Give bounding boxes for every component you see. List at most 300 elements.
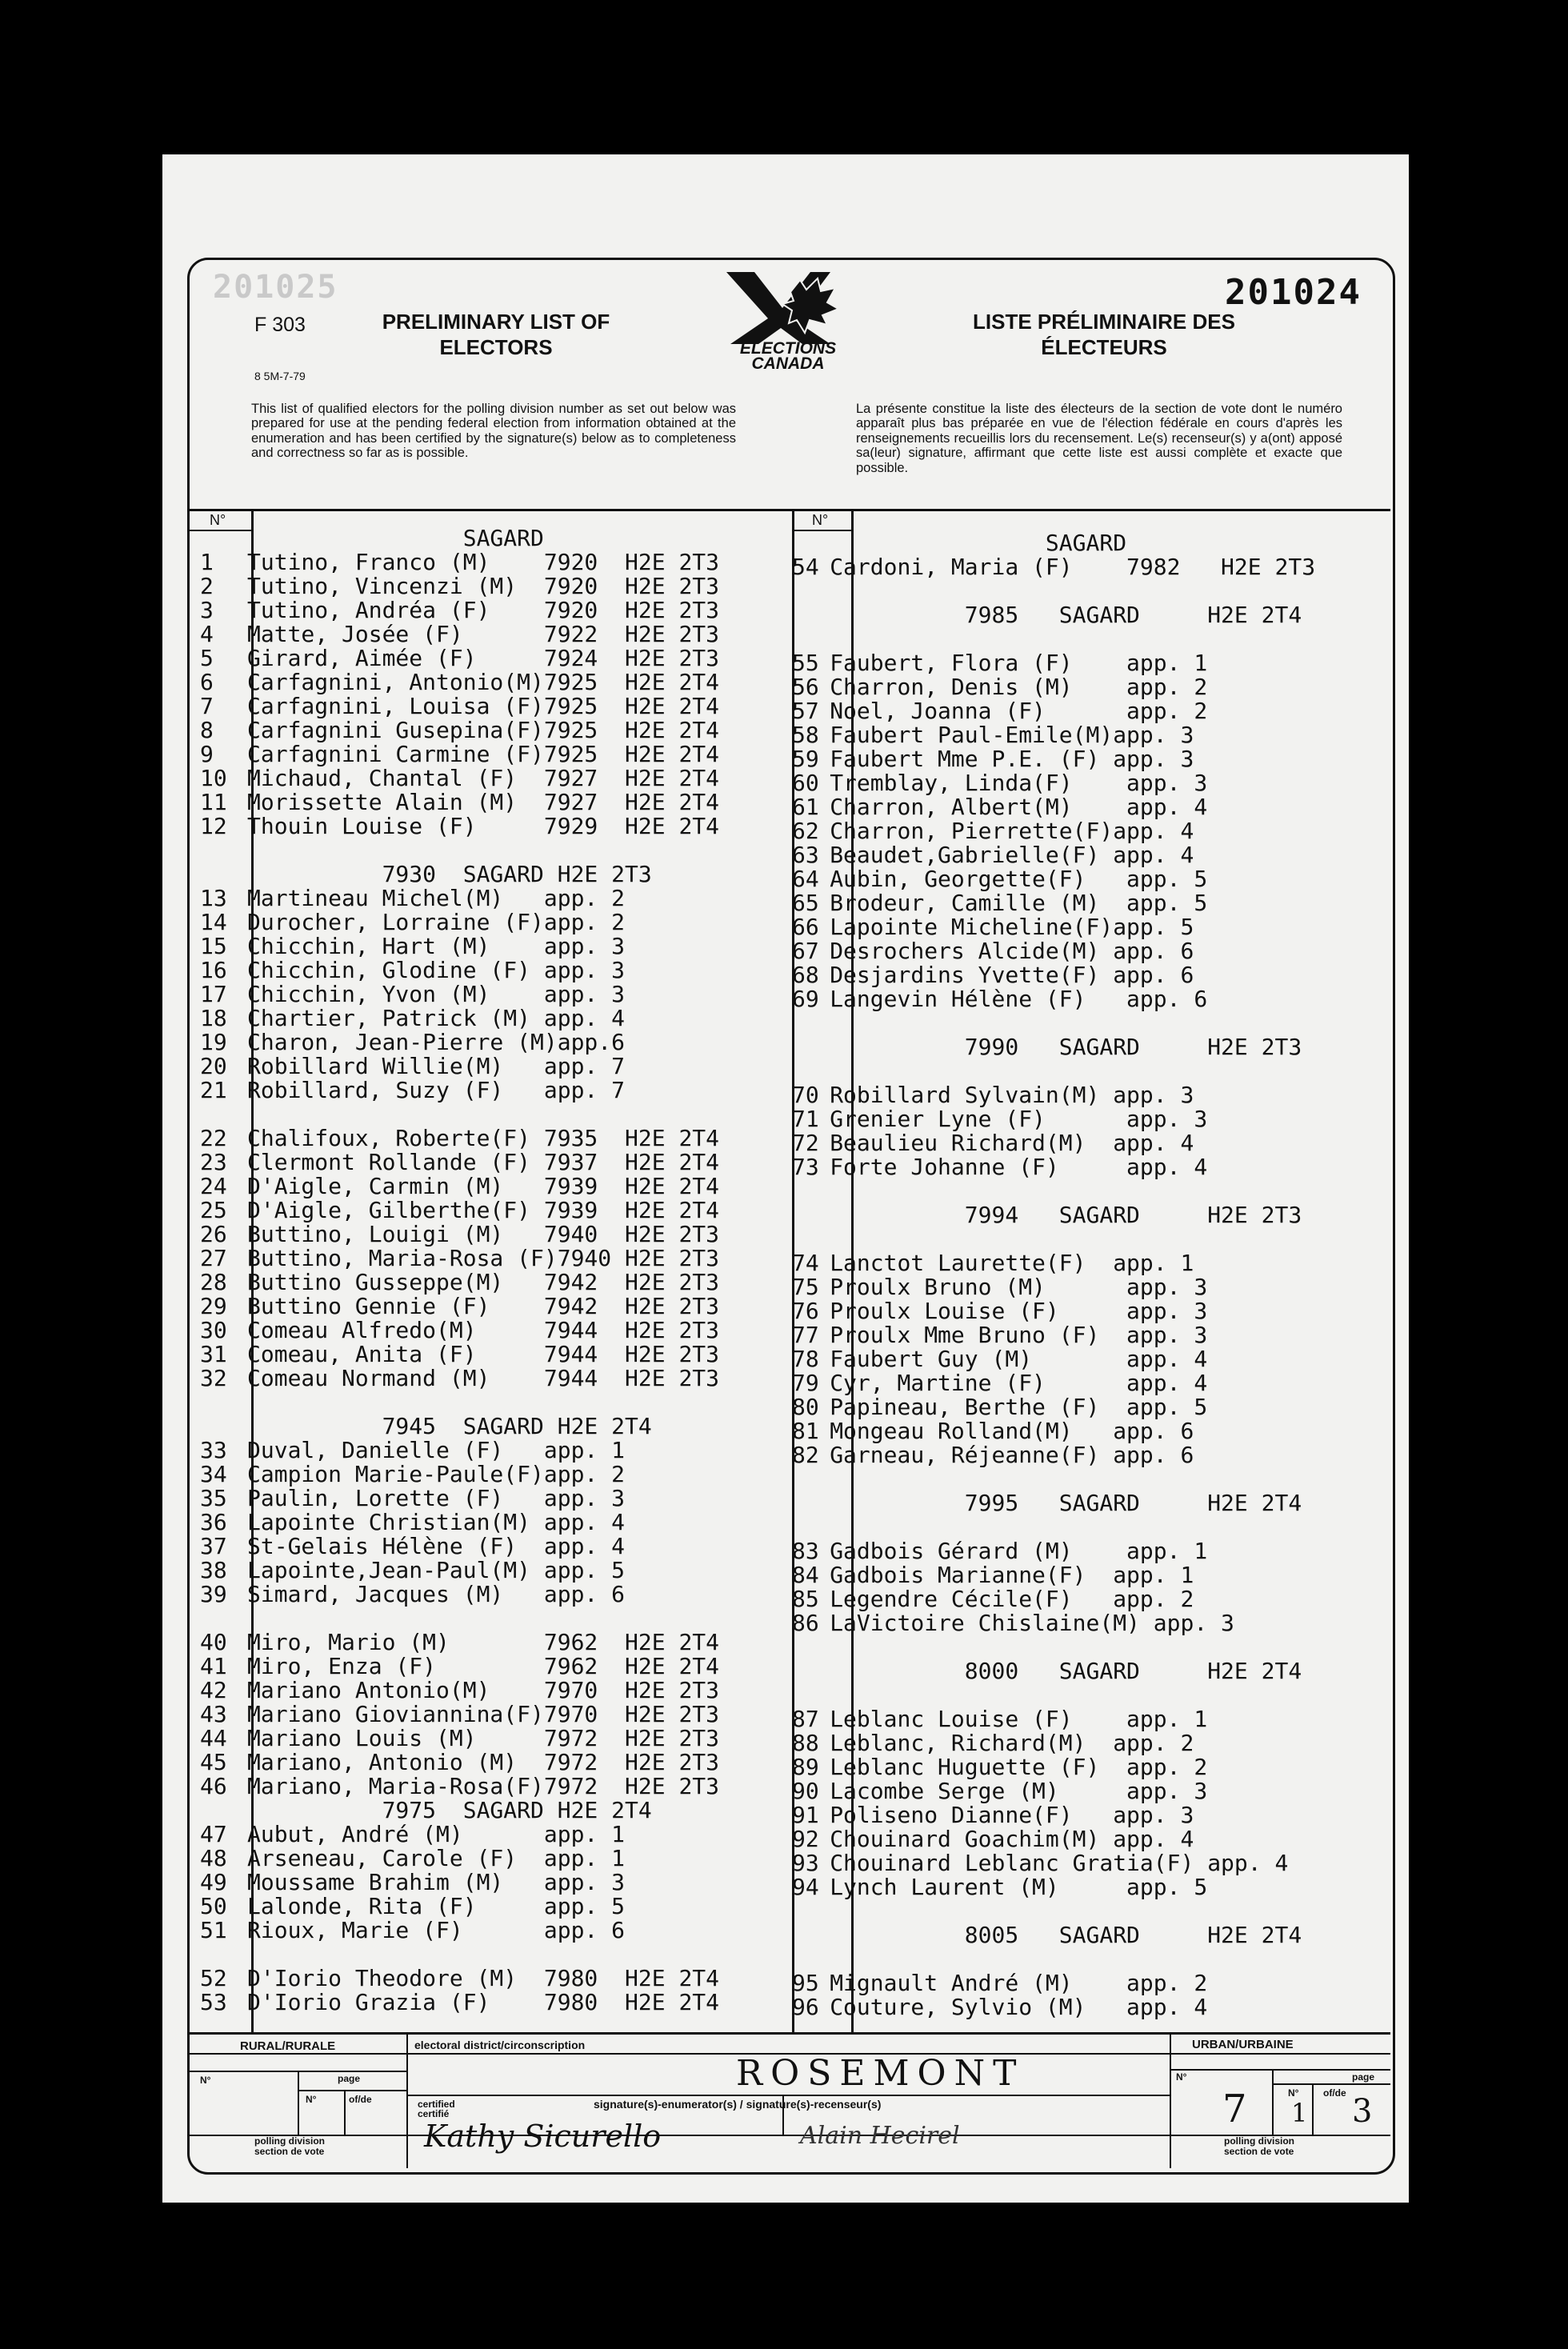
urban-page-of-label: of/de — [1323, 2087, 1346, 2099]
elector-entry: St-Gelais Hélène (F) app. 4 — [247, 1533, 626, 1559]
elector-number: 95 — [792, 1970, 819, 1996]
elector-row — [200, 814, 719, 838]
list-heading-row — [792, 1947, 1315, 1971]
poll-address-heading: 7990 SAGARD H2E 2T3 — [830, 1034, 1302, 1060]
elector-row — [792, 1299, 1315, 1323]
elector-row — [200, 1775, 719, 1799]
elector-row — [200, 1991, 719, 2015]
list-heading-row — [200, 1799, 719, 1823]
elector-entry: Robillard Sylvain(M) app. 3 — [830, 1082, 1194, 1108]
print-code: 8 5M-7-79 — [254, 370, 306, 382]
elector-row — [200, 670, 719, 694]
list-heading-row — [200, 1391, 719, 1415]
table-bottom-rule — [190, 2032, 1390, 2035]
elector-row — [792, 747, 1315, 771]
poll-address-heading: 7930 SAGARD H2E 2T3 — [247, 861, 652, 887]
elector-entry: Chartier, Patrick (M) app. 4 — [247, 1005, 626, 1031]
elector-entry: Buttino, Maria-Rosa (F)7940 H2E 2T3 — [247, 1245, 720, 1271]
elector-entry: Tremblay, Linda(F) app. 3 — [830, 770, 1208, 796]
elector-entry: Charon, Jean-Pierre (M)app.6 — [247, 1029, 626, 1055]
elector-number: 87 — [792, 1706, 819, 1732]
form-code: F 303 — [254, 314, 306, 336]
rural-page-of-label: of/de — [349, 2094, 372, 2105]
elector-entry: Clermont Rollande (F) 7937 H2E 2T4 — [247, 1149, 720, 1175]
elector-number: 82 — [792, 1442, 819, 1468]
poll-address-heading: 7995 SAGARD H2E 2T4 — [830, 1490, 1302, 1516]
elector-entry: Mongeau Rolland(M) app. 6 — [830, 1418, 1194, 1444]
elector-entry: Garneau, Réjeanne(F) app. 6 — [830, 1442, 1194, 1468]
elector-row — [792, 891, 1315, 915]
elector-row — [200, 1030, 719, 1054]
elector-row — [200, 1271, 719, 1295]
poll-address-heading: 8000 SAGARD H2E 2T4 — [830, 1658, 1302, 1684]
elector-number: 68 — [792, 962, 819, 988]
elector-entry: Tutino, Vincenzi (M) 7920 H2E 2T3 — [247, 573, 720, 599]
elector-entry: Tutino, Franco (M) 7920 H2E 2T3 — [247, 549, 720, 575]
elector-row — [792, 1803, 1315, 1827]
elector-number: 19 — [200, 1029, 227, 1055]
elector-number: 67 — [792, 938, 819, 964]
list-heading-row — [792, 1203, 1315, 1227]
elector-number: 43 — [200, 1701, 227, 1727]
elector-number: 74 — [792, 1250, 819, 1276]
elector-row — [200, 1871, 719, 1895]
elector-entry: Legendre Cécile(F) app. 2 — [830, 1586, 1194, 1612]
elector-row — [792, 1563, 1315, 1587]
elector-number: 17 — [200, 981, 227, 1007]
elector-entry: Papineau, Berthe (F) app. 5 — [830, 1394, 1208, 1420]
elector-number: 51 — [200, 1917, 227, 1943]
elector-row — [792, 1587, 1315, 1611]
elector-number: 39 — [200, 1581, 227, 1607]
elector-number: 77 — [792, 1322, 819, 1348]
certified-label: certified — [418, 2099, 455, 2110]
elector-number: 31 — [200, 1341, 227, 1367]
elector-entry: Aubin, Georgette(F) app. 5 — [830, 866, 1208, 892]
elector-row — [792, 1779, 1315, 1803]
urban-polling-division-label: polling division — [1224, 2135, 1294, 2147]
elector-number: 70 — [792, 1082, 819, 1108]
footer-urban-of-divider — [1312, 2083, 1314, 2135]
poll-address-heading: SAGARD — [830, 530, 1127, 556]
elector-row — [792, 771, 1315, 795]
elector-entry: Paulin, Lorette (F) app. 3 — [247, 1485, 626, 1511]
elector-row — [200, 1631, 719, 1655]
elector-number: 49 — [200, 1869, 227, 1895]
list-heading-row — [200, 526, 719, 550]
elector-entry: Cyr, Martine (F) app. 4 — [830, 1370, 1208, 1396]
footer-district-rule — [408, 2095, 1170, 2096]
elector-entry: LaVictoire Chislaine(M) app. 3 — [830, 1610, 1234, 1636]
elector-entry: Faubert, Flora (F) app. 1 — [830, 650, 1208, 676]
elector-number: 32 — [200, 1365, 227, 1391]
elector-number: 58 — [792, 722, 819, 748]
list-heading-row — [792, 1035, 1315, 1059]
elector-entry: Beaulieu Richard(M) app. 4 — [830, 1130, 1194, 1156]
elector-number: 78 — [792, 1346, 819, 1372]
elector-entry: Lalonde, Rita (F) app. 5 — [247, 1893, 626, 1919]
poll-address-heading: 7975 SAGARD H2E 2T4 — [247, 1797, 652, 1823]
elector-row — [200, 1319, 719, 1343]
elector-number: 72 — [792, 1130, 819, 1156]
elector-number: 8 — [200, 717, 214, 743]
elector-row — [792, 1731, 1315, 1755]
elector-number: 18 — [200, 1005, 227, 1031]
elector-number: 28 — [200, 1269, 227, 1295]
intro-fr: La présente constitue la liste des électeurs de la section de vote dont le numéro apparaît plus bas préparée en vue de l'élection fédérale en cours d'après les renseignements recueillis lors du recensement. Le(s) recenseur(s) y a(ont) apposé sa(leur) signature, affirmant que cette liste est aussi complète et exacte que possible. — [856, 402, 1342, 475]
poll-address-heading: 7985 SAGARD H2E 2T4 — [830, 602, 1302, 628]
elector-number: 80 — [792, 1394, 819, 1420]
elector-number: 75 — [792, 1274, 819, 1300]
elector-number: 53 — [200, 1989, 227, 2015]
elector-row — [200, 1078, 719, 1102]
elector-entry: Chicchin, Hart (M) app. 3 — [247, 933, 626, 959]
elector-entry: Campion Marie-Paule(F)app. 2 — [247, 1461, 626, 1487]
list-heading-row — [792, 1515, 1315, 1539]
rural-page-no-label: N° — [306, 2094, 317, 2105]
elector-entry: Durocher, Lorraine (F)app. 2 — [247, 909, 626, 935]
urban-page-total: 3 — [1352, 2093, 1373, 2130]
elector-number: 60 — [792, 770, 819, 796]
rural-section-de-vote-label: section de vote — [254, 2146, 325, 2157]
elector-number: 47 — [200, 1821, 227, 1847]
list-heading-row — [200, 1102, 719, 1126]
elector-row — [200, 790, 719, 814]
elector-entry: Duval, Danielle (F) app. 1 — [247, 1437, 626, 1463]
rural-label: RURAL/RURALE — [240, 2039, 336, 2053]
elector-row — [792, 1371, 1315, 1395]
elector-entry: Lanctot Laurette(F) app. 1 — [830, 1250, 1194, 1276]
footer-urban-rule — [1170, 2069, 1390, 2071]
elector-row — [200, 1054, 719, 1078]
footer-rule-2 — [190, 2135, 1390, 2136]
elector-number: 94 — [792, 1874, 819, 1900]
elector-number: 21 — [200, 1077, 227, 1103]
elector-row — [200, 574, 719, 598]
elector-row — [200, 1343, 719, 1367]
elector-row — [792, 1347, 1315, 1371]
elector-row — [792, 915, 1315, 939]
elector-number: 23 — [200, 1149, 227, 1175]
urban-label: URBAN/URBAINE — [1192, 2038, 1294, 2051]
elector-number: 13 — [200, 885, 227, 911]
list-heading-row — [792, 1227, 1315, 1251]
elector-row — [200, 1247, 719, 1271]
elector-row — [200, 1439, 719, 1463]
elector-number: 26 — [200, 1221, 227, 1247]
elector-number: 52 — [200, 1965, 227, 1991]
elector-number: 11 — [200, 789, 227, 815]
elector-entry: Mariano, Maria-Rosa(F)7972 H2E 2T3 — [247, 1773, 720, 1799]
elector-row — [792, 795, 1315, 819]
elector-entry: Proulx Mme Bruno (F) app. 3 — [830, 1322, 1208, 1348]
elector-number: 33 — [200, 1437, 227, 1463]
elector-row — [200, 1583, 719, 1607]
elector-number: 81 — [792, 1418, 819, 1444]
elector-row — [792, 939, 1315, 963]
list-heading-row — [200, 862, 719, 886]
list-heading-row — [200, 1415, 719, 1439]
elector-number: 69 — [792, 986, 819, 1012]
elector-entry: D'Iorio Grazia (F) 7980 H2E 2T4 — [247, 1989, 720, 2015]
elector-row — [200, 958, 719, 982]
elector-row — [792, 1971, 1315, 1995]
elector-entry: Proulx Louise (F) app. 3 — [830, 1298, 1208, 1324]
elector-number: 34 — [200, 1461, 227, 1487]
elector-number: 20 — [200, 1053, 227, 1079]
elector-number: 55 — [792, 650, 819, 676]
elector-entry: Mariano Gioviannina(F)7970 H2E 2T3 — [247, 1701, 720, 1727]
serial-number-ghost: 201025 — [213, 269, 338, 306]
elector-row — [792, 675, 1315, 699]
title-fr — [928, 309, 1280, 360]
elector-row — [792, 555, 1315, 579]
elector-number: 9 — [200, 741, 214, 767]
elector-entry: Lacombe Serge (M) app. 3 — [830, 1778, 1208, 1804]
footer-rural-page-rule — [298, 2090, 407, 2091]
elector-number: 40 — [200, 1629, 227, 1655]
elector-number: 92 — [792, 1826, 819, 1852]
elector-number: 71 — [792, 1106, 819, 1132]
footer-left-divider — [406, 2032, 408, 2168]
elector-entry: Comeau, Anita (F) 7944 H2E 2T3 — [247, 1341, 720, 1367]
elector-row — [792, 1107, 1315, 1131]
elector-row — [200, 910, 719, 934]
elector-number: 66 — [792, 914, 819, 940]
elector-entry: D'Aigle, Gilberthe(F) 7939 H2E 2T4 — [247, 1197, 720, 1223]
elector-entry: Lapointe,Jean-Paul(M) app. 5 — [247, 1557, 626, 1583]
elector-entry: Buttino Gennie (F) 7942 H2E 2T3 — [247, 1293, 720, 1319]
elector-entry: Rioux, Marie (F) app. 6 — [247, 1917, 626, 1943]
elector-entry: Matte, Josée (F) 7922 H2E 2T3 — [247, 621, 720, 647]
list-heading-row — [792, 1899, 1315, 1923]
title-fr-line-2: ÉLECTEURS — [1041, 335, 1167, 359]
footer-urban-page-rule — [1272, 2083, 1390, 2085]
elector-entry: Chouinard Leblanc Gratia(F) app. 4 — [830, 1850, 1289, 1876]
elector-number: 6 — [200, 669, 214, 695]
elector-number: 48 — [200, 1845, 227, 1871]
elector-row — [200, 1150, 719, 1174]
elector-number: 44 — [200, 1725, 227, 1751]
elector-number: 83 — [792, 1538, 819, 1564]
elector-entry: Gadbois Marianne(F) app. 1 — [830, 1562, 1194, 1588]
footer-urban-page-divider — [1272, 2069, 1274, 2135]
elector-entry: Simard, Jacques (M) app. 6 — [247, 1581, 626, 1607]
list-heading-row — [200, 838, 719, 862]
elector-number: 3 — [200, 597, 214, 623]
elector-row — [792, 1995, 1315, 2019]
elector-row — [200, 1006, 719, 1030]
urban-no-label: N° — [1176, 2071, 1187, 2083]
poll-address-heading: 7945 SAGARD H2E 2T4 — [247, 1413, 652, 1439]
elector-row — [792, 1131, 1315, 1155]
list-heading-row — [792, 603, 1315, 627]
elector-entry: Chouinard Goachim(M) app. 4 — [830, 1826, 1194, 1852]
elector-entry: Moussame Brahim (M) app. 3 — [247, 1869, 626, 1895]
elector-number: 65 — [792, 890, 819, 916]
elector-row — [200, 1895, 719, 1919]
elector-row — [792, 1155, 1315, 1179]
elector-entry: Desrochers Alcide(M) app. 6 — [830, 938, 1194, 964]
elector-row — [200, 1295, 719, 1319]
elector-entry: Carfagnini, Antonio(M)7925 H2E 2T4 — [247, 669, 720, 695]
elector-number: 35 — [200, 1485, 227, 1511]
list-heading-row — [792, 1923, 1315, 1947]
elector-entry: Aubut, André (M) app. 1 — [247, 1821, 626, 1847]
elector-number: 7 — [200, 693, 214, 719]
elector-entry: Faubert Paul-Emile(M)app. 3 — [830, 722, 1194, 748]
elector-row — [792, 1251, 1315, 1275]
logo-line-2: CANADA — [751, 354, 825, 373]
elector-number: 90 — [792, 1778, 819, 1804]
elector-entry: Desjardins Yvette(F) app. 6 — [830, 962, 1194, 988]
footer-rural-of-divider — [344, 2090, 346, 2135]
elector-entry: Chalifoux, Roberte(F) 7935 H2E 2T4 — [247, 1125, 720, 1151]
elector-number: 89 — [792, 1754, 819, 1780]
elector-row — [200, 1703, 719, 1727]
elector-number: 41 — [200, 1653, 227, 1679]
elector-row — [792, 987, 1315, 1011]
list-heading-row — [792, 531, 1315, 555]
elector-row — [792, 867, 1315, 891]
elector-row — [792, 1443, 1315, 1467]
elector-row — [200, 886, 719, 910]
signature-label: signature(s)-enumerator(s) / signature(s)-recenseur(s) — [594, 2098, 882, 2111]
elector-number: 54 — [792, 554, 819, 580]
elector-entry: Girard, Aimée (F) 7924 H2E 2T3 — [247, 645, 720, 671]
elector-number: 29 — [200, 1293, 227, 1319]
certifie-label: certifié — [418, 2108, 450, 2119]
elector-row — [792, 651, 1315, 675]
electors-list-right — [792, 531, 1315, 2019]
elector-entry: Chicchin, Yvon (M) app. 3 — [247, 981, 626, 1007]
elector-row — [200, 1511, 719, 1535]
elector-number: 2 — [200, 573, 214, 599]
elector-entry: Tutino, Andréa (F) 7920 H2E 2T3 — [247, 597, 720, 623]
elector-entry: Mignault André (M) app. 2 — [830, 1970, 1208, 1996]
elector-number: 4 — [200, 621, 214, 647]
left-num-header: N° — [210, 512, 226, 528]
urban-page-number: 1 — [1291, 2098, 1308, 2128]
list-heading-row — [792, 1491, 1315, 1515]
elector-row — [792, 1611, 1315, 1635]
table-top-rule — [190, 509, 1390, 511]
serial-number: 201024 — [1225, 272, 1362, 313]
elector-entry: D'Aigle, Carmin (M) 7939 H2E 2T4 — [247, 1173, 720, 1199]
elector-number: 46 — [200, 1773, 227, 1799]
elector-entry: Proulx Bruno (M) app. 3 — [830, 1274, 1208, 1300]
elector-entry: Mariano Louis (M) 7972 H2E 2T3 — [247, 1725, 720, 1751]
elector-entry: Miro, Enza (F) 7962 H2E 2T4 — [247, 1653, 720, 1679]
elector-row — [200, 622, 719, 646]
elector-row — [200, 1463, 719, 1487]
elector-entry: Gadbois Gérard (M) app. 1 — [830, 1538, 1208, 1564]
title-en — [352, 309, 640, 360]
elector-row — [200, 1655, 719, 1679]
elector-number: 96 — [792, 1994, 819, 2020]
elector-number: 91 — [792, 1802, 819, 1828]
elector-entry: Langevin Hélène (F) app. 6 — [830, 986, 1208, 1012]
list-heading-row — [792, 1683, 1315, 1707]
elector-number: 42 — [200, 1677, 227, 1703]
elector-row — [200, 1919, 719, 1943]
elector-entry: Lynch Laurent (M) app. 5 — [830, 1874, 1208, 1900]
elector-entry: Beaudet,Gabrielle(F) app. 4 — [830, 842, 1194, 868]
elector-number: 24 — [200, 1173, 227, 1199]
elector-number: 93 — [792, 1850, 819, 1876]
elector-number: 88 — [792, 1730, 819, 1756]
elector-entry: Grenier Lyne (F) app. 3 — [830, 1106, 1208, 1132]
urban-section-de-vote-label: section de vote — [1224, 2146, 1294, 2157]
signature-enumerator-2: Alain Hecirel — [800, 2122, 960, 2150]
elector-row — [792, 1083, 1315, 1107]
elector-number: 22 — [200, 1125, 227, 1151]
elector-number: 59 — [792, 746, 819, 772]
elector-entry: Carfagnini Carmine (F)7925 H2E 2T4 — [247, 741, 720, 767]
elections-canada-logo — [710, 264, 862, 376]
elector-entry: Miro, Mario (M) 7962 H2E 2T4 — [247, 1629, 720, 1655]
title-en-line-1: PRELIMINARY LIST OF — [382, 310, 610, 334]
right-num-header: N° — [812, 512, 829, 528]
elector-entry: Mariano Antonio(M) 7970 H2E 2T3 — [247, 1677, 720, 1703]
list-heading-row — [792, 627, 1315, 651]
elector-row — [200, 1367, 719, 1391]
list-heading-row — [792, 1059, 1315, 1083]
elector-row — [792, 1395, 1315, 1419]
elector-row — [200, 742, 719, 766]
elector-row — [792, 819, 1315, 843]
elector-number: 61 — [792, 794, 819, 820]
elector-row — [792, 699, 1315, 723]
elector-entry: Arseneau, Carole (F) app. 1 — [247, 1845, 626, 1871]
elector-row — [200, 1199, 719, 1223]
elector-row — [792, 723, 1315, 747]
elector-entry: Robillard, Suzy (F) app. 7 — [247, 1077, 626, 1103]
elector-row — [792, 1323, 1315, 1347]
elector-entry: Michaud, Chantal (F) 7927 H2E 2T4 — [247, 765, 720, 791]
footer-right-divider — [1170, 2032, 1171, 2168]
elector-row — [200, 1751, 719, 1775]
elector-number: 45 — [200, 1749, 227, 1775]
elector-row — [200, 1535, 719, 1559]
elector-number: 50 — [200, 1893, 227, 1919]
elector-entry: Faubert Mme P.E. (F) app. 3 — [830, 746, 1194, 772]
elector-number: 10 — [200, 765, 227, 791]
urban-page-no-label: N° — [1288, 2087, 1299, 2099]
list-heading-row — [792, 1659, 1315, 1683]
elector-row — [792, 1539, 1315, 1563]
elector-number: 1 — [200, 549, 214, 575]
elector-entry: Comeau Normand (M) 7944 H2E 2T3 — [247, 1365, 720, 1391]
elector-entry: Carfagnini, Louisa (F)7925 H2E 2T4 — [247, 693, 720, 719]
elector-row — [792, 1419, 1315, 1443]
elector-number: 36 — [200, 1509, 227, 1535]
elector-row — [200, 646, 719, 670]
elector-number: 57 — [792, 698, 819, 724]
urban-division-number: 7 — [1222, 2087, 1247, 2131]
elector-row — [200, 598, 719, 622]
elector-number: 12 — [200, 813, 227, 839]
elector-entry: Morissette Alain (M) 7927 H2E 2T4 — [247, 789, 720, 815]
elector-number: 27 — [200, 1245, 227, 1271]
elector-row — [200, 1126, 719, 1150]
elector-row — [200, 718, 719, 742]
elector-entry: Carfagnini Gusepina(F)7925 H2E 2T4 — [247, 717, 720, 743]
elector-row — [200, 694, 719, 718]
elector-row — [792, 1827, 1315, 1851]
elector-row — [200, 1967, 719, 1991]
list-heading-row — [200, 1943, 719, 1967]
